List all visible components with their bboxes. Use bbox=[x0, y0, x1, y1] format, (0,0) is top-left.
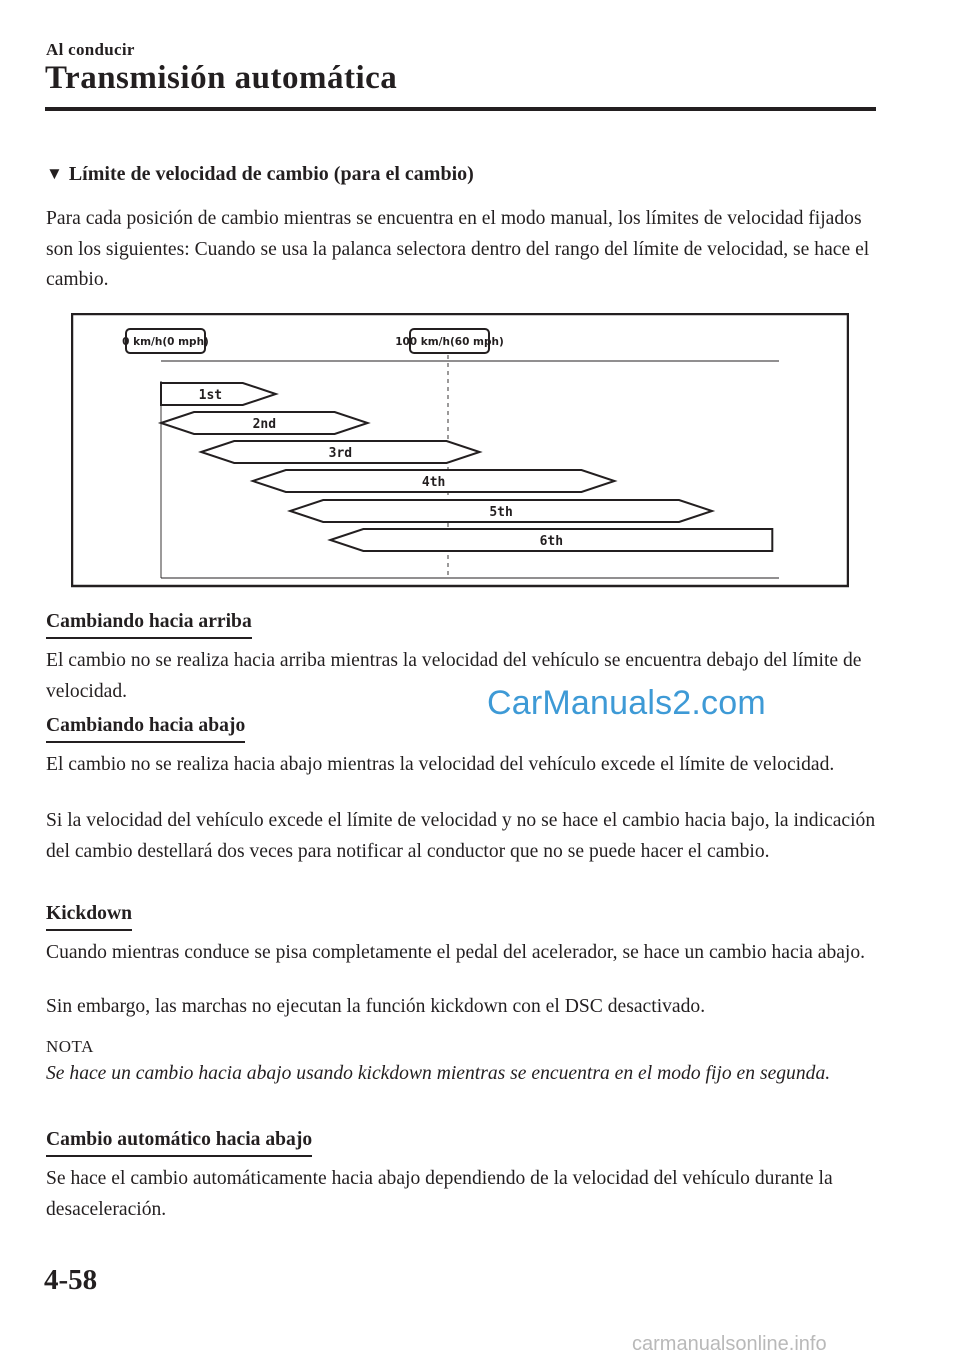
page-number: 4-58 bbox=[44, 1264, 98, 1296]
auto-downshift-paragraph: Se hace el cambio automáticamente hacia abajo dependiendo de la velocidad del vehículo durante la desaceleración. bbox=[46, 1168, 833, 1220]
section-heading bbox=[46, 163, 474, 186]
gear-range-1st bbox=[161, 383, 276, 405]
gear-label: 3rd bbox=[328, 446, 353, 461]
triangle-bullet-icon: ▼ bbox=[46, 164, 63, 183]
upshift-paragraph: El cambio no se realiza hacia arriba mientras la velocidad del vehículo se encuentra debajo del límite de velocidad. bbox=[46, 650, 862, 702]
kickdown-paragraph-2: Sin embargo, las marchas no ejecutan la función kickdown con el DSC desactivado. bbox=[46, 996, 706, 1017]
gear-range-4th bbox=[253, 470, 615, 492]
kickdown-paragraph-1: Cuando mientras conduce se pisa completamente el pedal del acelerador, se hace un cambio hacia abajo. bbox=[46, 942, 866, 963]
chapter-label: Al conducir bbox=[46, 40, 135, 59]
watermark: CarManuals2.com bbox=[487, 684, 766, 722]
downshift-paragraph-1: El cambio no se realiza hacia abajo mientras la velocidad del vehículo excede el límite de velocidad. bbox=[46, 754, 835, 775]
speed-tick-label: 100 km/h(60 mph) bbox=[395, 336, 504, 348]
gear-label: 1st bbox=[198, 388, 223, 403]
speed-tick-0 bbox=[122, 329, 209, 353]
gear-range-5th bbox=[290, 500, 712, 522]
gear-range-6th bbox=[330, 529, 772, 551]
section-heading-text: Límite de velocidad de cambio (para el cambio) bbox=[68, 163, 474, 185]
upshift-heading: Cambiando hacia arriba bbox=[46, 610, 252, 639]
speed-tick-1 bbox=[395, 329, 504, 353]
note-label: NOTA bbox=[46, 1037, 94, 1056]
downshift-heading: Cambiando hacia abajo bbox=[46, 714, 245, 743]
shift-speed-chart bbox=[71, 313, 849, 588]
downshift-paragraph-2: Si la velocidad del vehículo excede el límite de velocidad y no se hace el cambio hacia bajo, la indicación del cambio destellará dos veces para notificar al conductor que no se puede hacer el cambio. bbox=[46, 810, 876, 862]
note-text: Se hace un cambio hacia abajo usando kickdown mientras se encuentra en el modo fijo en segunda. bbox=[46, 1063, 831, 1084]
intro-paragraph: Para cada posición de cambio mientras se encuentra en el modo manual, los límites de velocidad fijados son los siguientes: Cuando se usa la palanca selectora dentro del rango del límite de velocidad, se hace el cambio. bbox=[46, 208, 870, 290]
gear-label: 5th bbox=[489, 505, 513, 520]
title-divider bbox=[45, 107, 876, 111]
gear-label: 6th bbox=[539, 534, 564, 549]
gear-range-2nd bbox=[161, 412, 368, 434]
gear-label: 2nd bbox=[252, 417, 277, 432]
gear-label: 4th bbox=[421, 475, 446, 490]
gear-range-3rd bbox=[201, 441, 479, 463]
speed-tick-label: 0 km/h(0 mph) bbox=[122, 336, 209, 348]
kickdown-heading: Kickdown bbox=[46, 902, 132, 931]
footer-watermark: carmanualsonline.info bbox=[632, 1333, 827, 1355]
auto-downshift-heading: Cambio automático hacia abajo bbox=[46, 1128, 312, 1157]
page-title: Transmisión automática bbox=[45, 60, 398, 96]
